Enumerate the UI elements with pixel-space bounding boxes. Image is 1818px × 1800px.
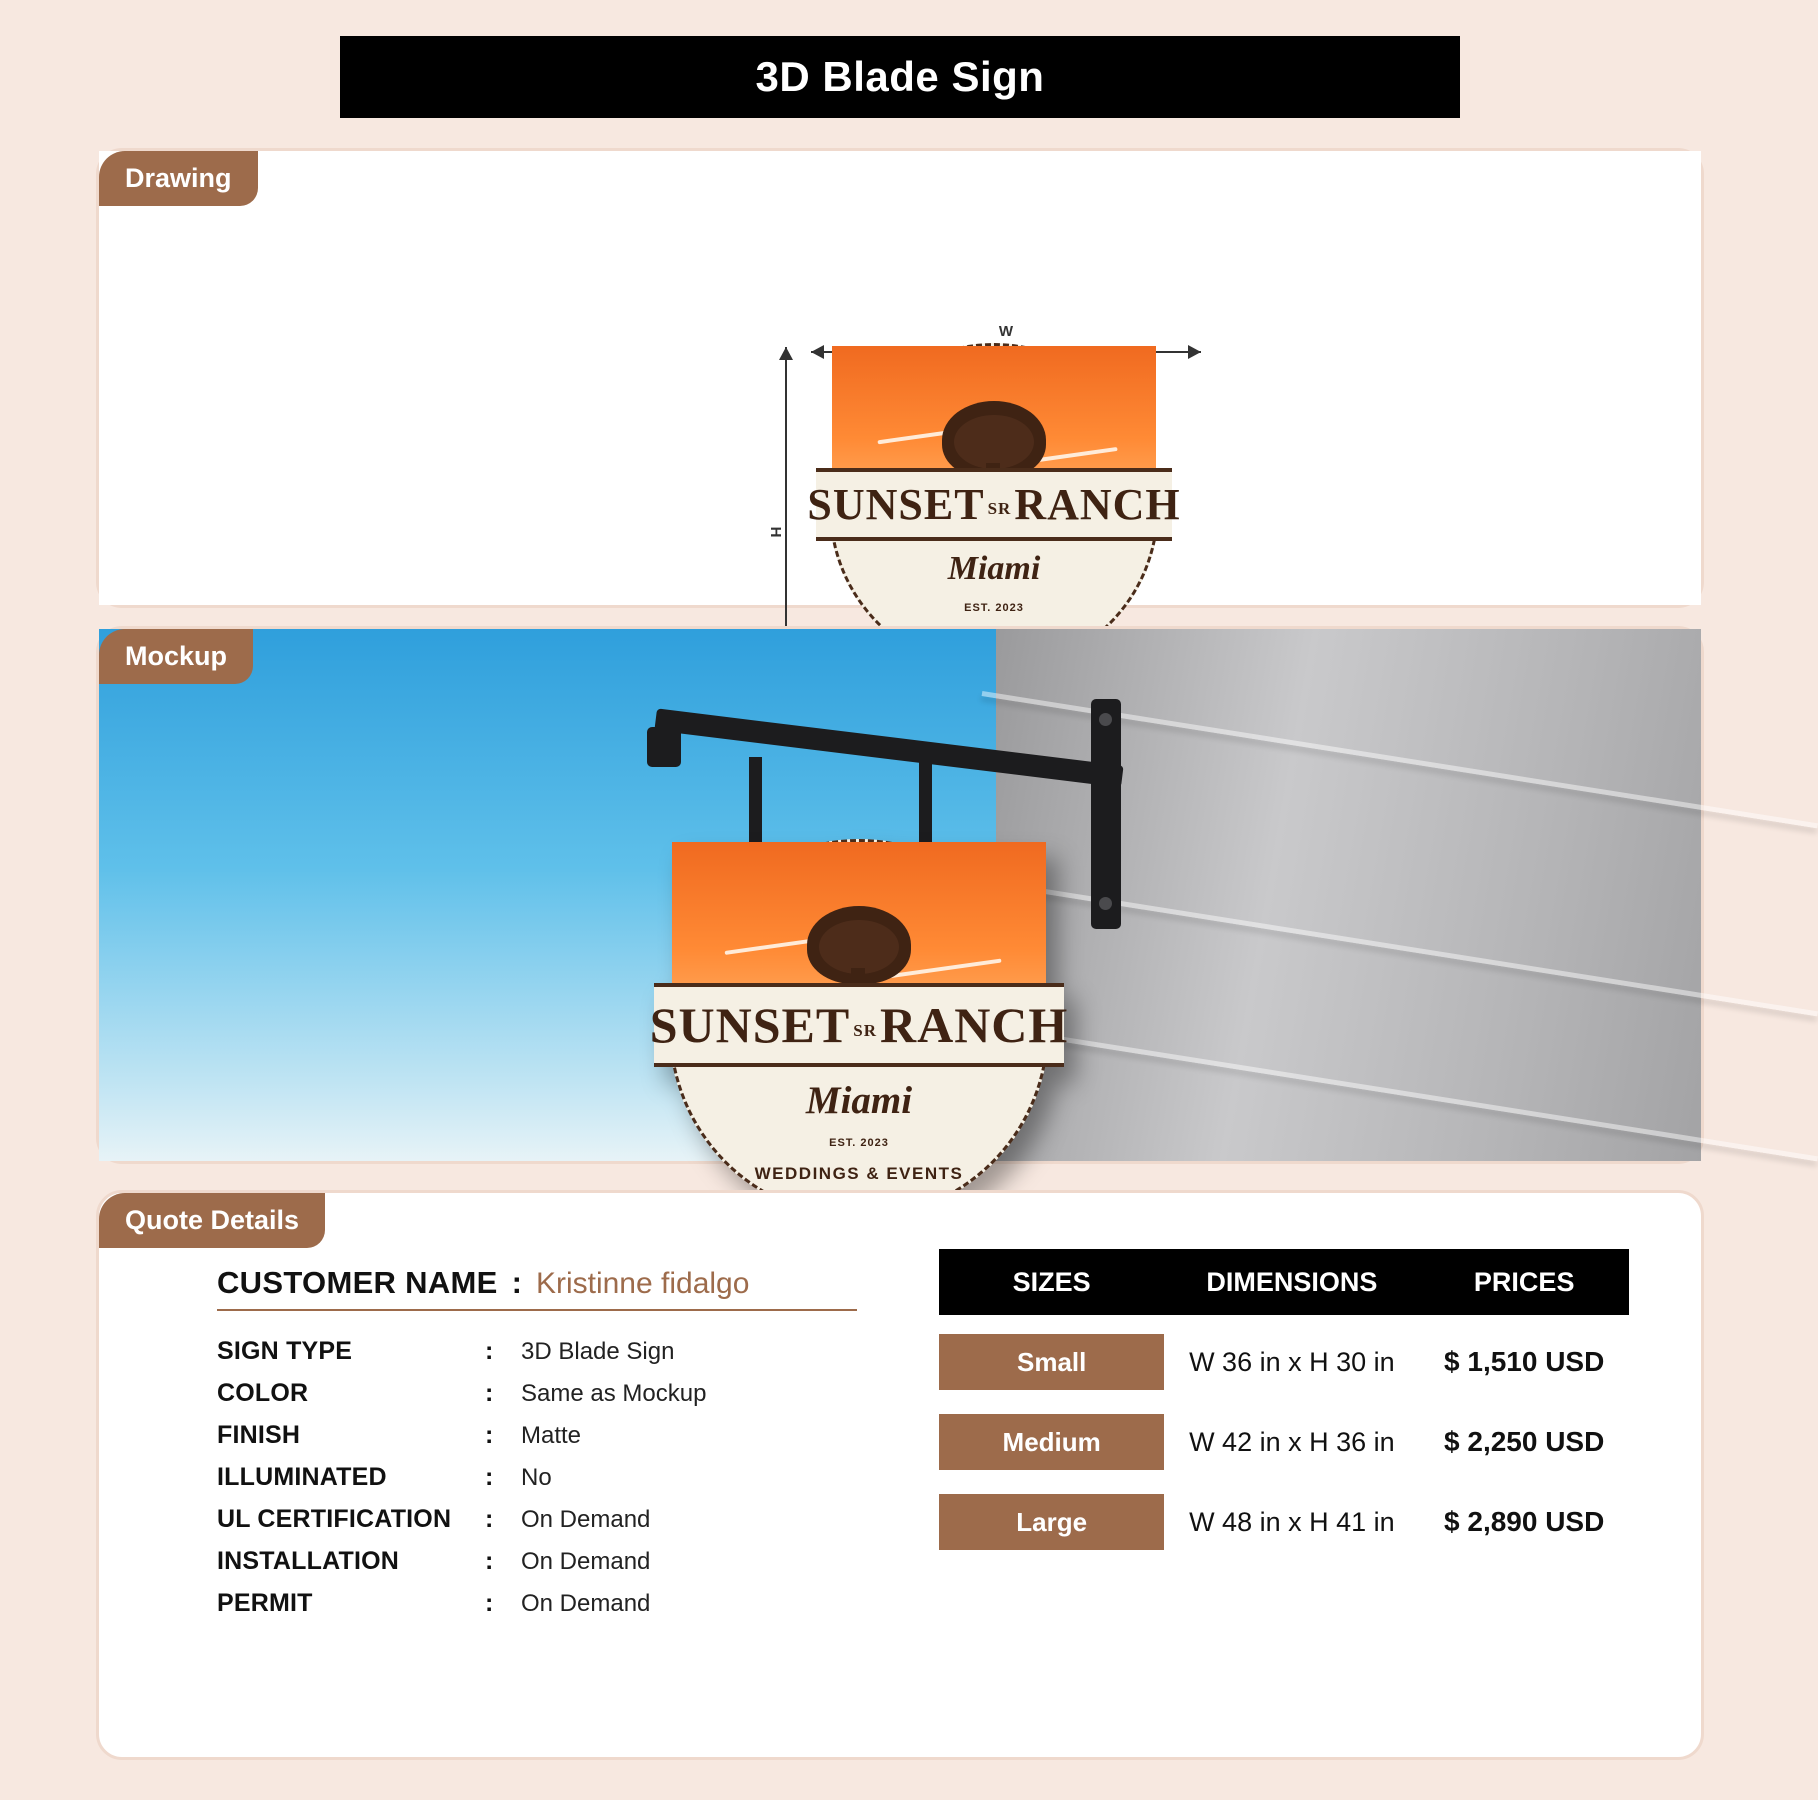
spec-colon: :: [485, 1463, 494, 1491]
sunset-ranch-logo: [649, 839, 1069, 1219]
mockup-logo: [649, 839, 1069, 1219]
height-arrow-top-icon: [779, 347, 793, 360]
price-row-price: $ 2,250 USD: [1444, 1426, 1605, 1457]
logo-established-text: EST. 2023: [964, 601, 1024, 614]
logo-name-band: [649, 983, 1069, 1067]
customer-name-row: [217, 1265, 857, 1311]
spec-key: PERMIT: [217, 1589, 313, 1617]
logo-name-text: [650, 996, 1069, 1054]
bracket-bolt-icon: [1099, 897, 1112, 910]
width-dimension-label: W: [991, 323, 1021, 340]
wall-seam-line: [982, 1024, 1818, 1161]
price-table-header-prices: PRICES: [1473, 1266, 1575, 1297]
spec-colon: :: [485, 1337, 494, 1365]
table-row: [939, 1329, 1629, 1395]
price-table-header: [939, 1249, 1629, 1315]
customer-name-value: Kristinne fidalgo: [535, 1267, 750, 1300]
mockup-scene: [99, 629, 1701, 1183]
spec-key: COLOR: [217, 1379, 309, 1407]
price-row-size: Medium: [939, 1414, 1164, 1470]
price-row-size: Small: [939, 1334, 1164, 1390]
quote-details-card: [96, 1190, 1704, 1760]
customer-name-colon: :: [511, 1265, 522, 1300]
logo-monogram: SR: [987, 499, 1012, 519]
page-title-bar: [340, 36, 1460, 118]
spec-row: [217, 1463, 857, 1492]
logo-tagline-text: WEDDINGS & EVENTS: [754, 1163, 964, 1183]
logo-script-text: Miami: [805, 1078, 913, 1122]
drawing-canvas: [99, 151, 1701, 614]
spec-colon: :: [485, 1421, 494, 1449]
price-table: [939, 1249, 1629, 1555]
bracket-wall-plate: [1091, 699, 1121, 929]
mockup-card-tag: Mockup: [99, 629, 253, 684]
width-arrow-right-icon: [1188, 345, 1201, 359]
spec-value: Matte: [521, 1422, 582, 1449]
spec-key: INSTALLATION: [217, 1547, 400, 1575]
spec-row: [217, 1337, 857, 1366]
quote-details-body: [99, 1193, 1701, 1757]
customer-name-label: CUSTOMER NAME: [217, 1265, 498, 1300]
spec-row: [217, 1379, 857, 1408]
price-row-price: $ 2,890 USD: [1444, 1506, 1605, 1537]
logo-name-left: SUNSET: [649, 997, 851, 1054]
price-table-header-dimensions: DIMENSIONS: [1206, 1266, 1378, 1297]
logo-name-left: SUNSET: [807, 480, 985, 530]
logo-name-right: RANCH: [879, 997, 1069, 1054]
logo-name-band: [807, 468, 1181, 541]
table-row: [939, 1489, 1629, 1555]
spec-row: [217, 1505, 857, 1534]
logo-established-text: EST. 2023: [829, 1137, 889, 1150]
spec-value: 3D Blade Sign: [521, 1338, 675, 1365]
spec-row: [217, 1589, 857, 1618]
price-row-dimensions: W 36 in x H 30 in: [1189, 1346, 1395, 1377]
spec-colon: :: [485, 1589, 494, 1617]
width-arrow-left-icon: [811, 345, 824, 359]
page-title: 3D Blade Sign: [755, 53, 1045, 100]
spec-key: UL CERTIFICATION: [217, 1505, 452, 1533]
price-row-dimensions: W 48 in x H 41 in: [1189, 1506, 1395, 1537]
bracket-bolt-icon: [1099, 713, 1112, 726]
spec-colon: :: [485, 1379, 494, 1407]
drawing-card: [96, 148, 1704, 614]
drawing-card-tag: Drawing: [99, 151, 258, 206]
drawing-logo: [807, 343, 1181, 673]
price-row-dimensions: W 42 in x H 36 in: [1189, 1426, 1395, 1457]
logo-name-right: RANCH: [1014, 480, 1181, 530]
table-row: [939, 1409, 1629, 1475]
price-row-size: Large: [939, 1494, 1164, 1550]
spec-colon: :: [485, 1505, 494, 1533]
spec-colon: :: [485, 1547, 494, 1575]
sunset-ranch-logo: [807, 343, 1181, 673]
price-row-price: $ 1,510 USD: [1444, 1346, 1605, 1377]
logo-script-text: Miami: [947, 550, 1041, 588]
logo-monogram: SR: [853, 1020, 877, 1040]
spec-key: FINISH: [217, 1421, 301, 1449]
spec-value: On Demand: [521, 1590, 651, 1617]
spec-key: ILLUMINATED: [217, 1463, 387, 1491]
spec-list: [217, 1337, 857, 1631]
spec-row: [217, 1547, 857, 1576]
spec-row: [217, 1421, 857, 1450]
logo-name-text: [807, 479, 1180, 530]
quote-details-card-tag: Quote Details: [99, 1193, 325, 1248]
height-dimension-label: H: [767, 521, 784, 544]
price-table-header-sizes: SIZES: [1012, 1266, 1091, 1297]
spec-value: Same as Mockup: [521, 1380, 707, 1407]
spec-value: On Demand: [521, 1548, 651, 1575]
spec-key: SIGN TYPE: [217, 1337, 353, 1365]
spec-value: No: [521, 1464, 552, 1491]
spec-value: On Demand: [521, 1506, 651, 1533]
mockup-card: [96, 626, 1704, 1183]
